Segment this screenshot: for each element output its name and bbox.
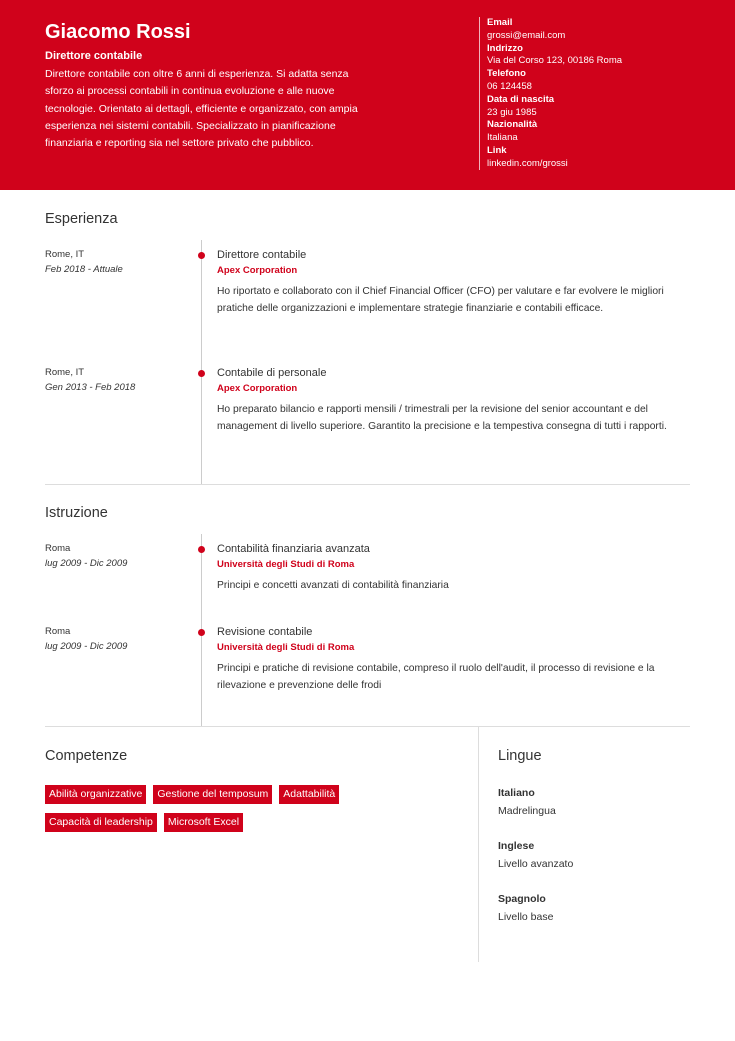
header-intro xyxy=(45,20,380,152)
header-banner xyxy=(0,0,735,190)
language-item xyxy=(498,892,698,924)
entry-organization: Apex Corporation xyxy=(217,265,298,276)
entry-location: Roma xyxy=(45,626,71,637)
experience-timeline xyxy=(201,240,202,484)
contact-info xyxy=(487,17,717,171)
entry-dates: lug 2009 - Dic 2009 xyxy=(45,641,128,652)
timeline-dot xyxy=(198,629,205,636)
nationality-label: Nazionalità xyxy=(487,119,538,131)
skill-tag: Capacità di leadership xyxy=(45,813,157,832)
entry-title: Direttore contabile xyxy=(217,249,307,261)
header-divider xyxy=(479,17,480,170)
link-label: Link xyxy=(487,144,507,156)
entry-title: Contabilità finanziaria avanzata xyxy=(217,543,370,555)
skill-row xyxy=(45,785,425,804)
email-label: Email xyxy=(487,17,513,28)
entry-location: Rome, IT xyxy=(45,249,85,260)
entry-body xyxy=(217,366,690,436)
skills-list xyxy=(45,785,425,841)
profile-summary: Direttore contabile con oltre 6 anni di esperienza. Si adatta senza sforzo ai processi contabili in continua evoluzione e alle nuove tecnologie. Orientato ai dettagli, efficiente e organizzato, con ampia esperienza nei sistemi contabili. Specializzato in pianificazione finanziaria e reporting sia nel settore privato che pubblico. xyxy=(45,68,358,150)
entry-dates: lug 2009 - Dic 2009 xyxy=(45,558,128,569)
timeline-dot xyxy=(198,546,205,553)
language-level: Livello avanzato xyxy=(498,858,574,870)
link-value[interactable]: linkedin.com/grossi xyxy=(487,157,568,169)
section-divider xyxy=(45,726,690,727)
skill-tag: Gestione del temposum xyxy=(153,785,272,804)
entry-dates: Feb 2018 - Attuale xyxy=(45,264,123,275)
entry-title: Contabile di personale xyxy=(217,367,327,379)
education-title: Istruzione xyxy=(45,505,108,521)
phone-value: 06 124458 xyxy=(487,80,532,92)
candidate-role: Direttore contabile xyxy=(45,50,143,62)
languages-list xyxy=(498,786,698,945)
skill-tag: Adattabilità xyxy=(279,785,339,804)
nationality-value: Italiana xyxy=(487,132,518,144)
entry-title: Revisione contabile xyxy=(217,626,313,638)
entry-organization: Apex Corporation xyxy=(217,383,298,394)
entry-description: Ho preparato bilancio e rapporti mensili / trimestrali per la revisione del senior accountant e del management di livello superiore. Garantito la precisione e la tempestiva consegna di tutti i rapporti. xyxy=(217,404,667,433)
candidate-name: Giacomo Rossi xyxy=(45,21,191,43)
language-name: Spagnolo xyxy=(498,893,546,905)
language-level: Livello base xyxy=(498,911,554,923)
birthdate-label: Data di nascita xyxy=(487,93,555,105)
timeline-dot xyxy=(198,370,205,377)
timeline-dot xyxy=(198,252,205,259)
address-value: Via del Corso 123, 00186 Roma xyxy=(487,55,623,67)
entry-body xyxy=(217,248,690,318)
entry-organization: Università degli Studi di Roma xyxy=(217,642,355,653)
skill-tag: Microsoft Excel xyxy=(164,813,243,832)
entry-organization: Università degli Studi di Roma xyxy=(217,559,355,570)
skill-row xyxy=(45,813,425,832)
entry-body xyxy=(217,542,690,594)
address-label: Indrizzo xyxy=(487,42,523,54)
entry-description: Principi e pratiche di revisione contabile, compreso il ruolo dell'audit, il processo di revisione e la rilevazione e prevenzione delle frodi xyxy=(217,663,655,692)
entry-description: Principi e concetti avanzati di contabilità finanziaria xyxy=(217,580,449,591)
experience-title: Esperienza xyxy=(45,211,118,227)
section-divider xyxy=(45,484,690,485)
birthdate-value: 23 giu 1985 xyxy=(487,106,537,118)
email-value[interactable]: grossi@email.com xyxy=(487,29,566,41)
language-level: Madrelingua xyxy=(498,805,556,817)
skill-tag: Abilità organizzative xyxy=(45,785,146,804)
entry-description: Ho riportato e collaborato con il Chief Financial Officer (CFO) per valutare e far evolvere le migliori pratiche delle organizzazioni e implementare strategie finanziarie e contabili efficace. xyxy=(217,286,664,315)
column-divider xyxy=(478,727,479,962)
entry-location: Roma xyxy=(45,543,71,554)
entry-body xyxy=(217,625,690,695)
language-item xyxy=(498,839,698,871)
languages-title: Lingue xyxy=(498,748,542,764)
language-name: Inglese xyxy=(498,840,535,852)
entry-dates: Gen 2013 - Feb 2018 xyxy=(45,382,136,393)
entry-location: Rome, IT xyxy=(45,367,85,378)
skills-title: Competenze xyxy=(45,748,128,764)
phone-label: Telefono xyxy=(487,68,526,80)
language-name: Italiano xyxy=(498,787,535,799)
language-item xyxy=(498,786,698,818)
